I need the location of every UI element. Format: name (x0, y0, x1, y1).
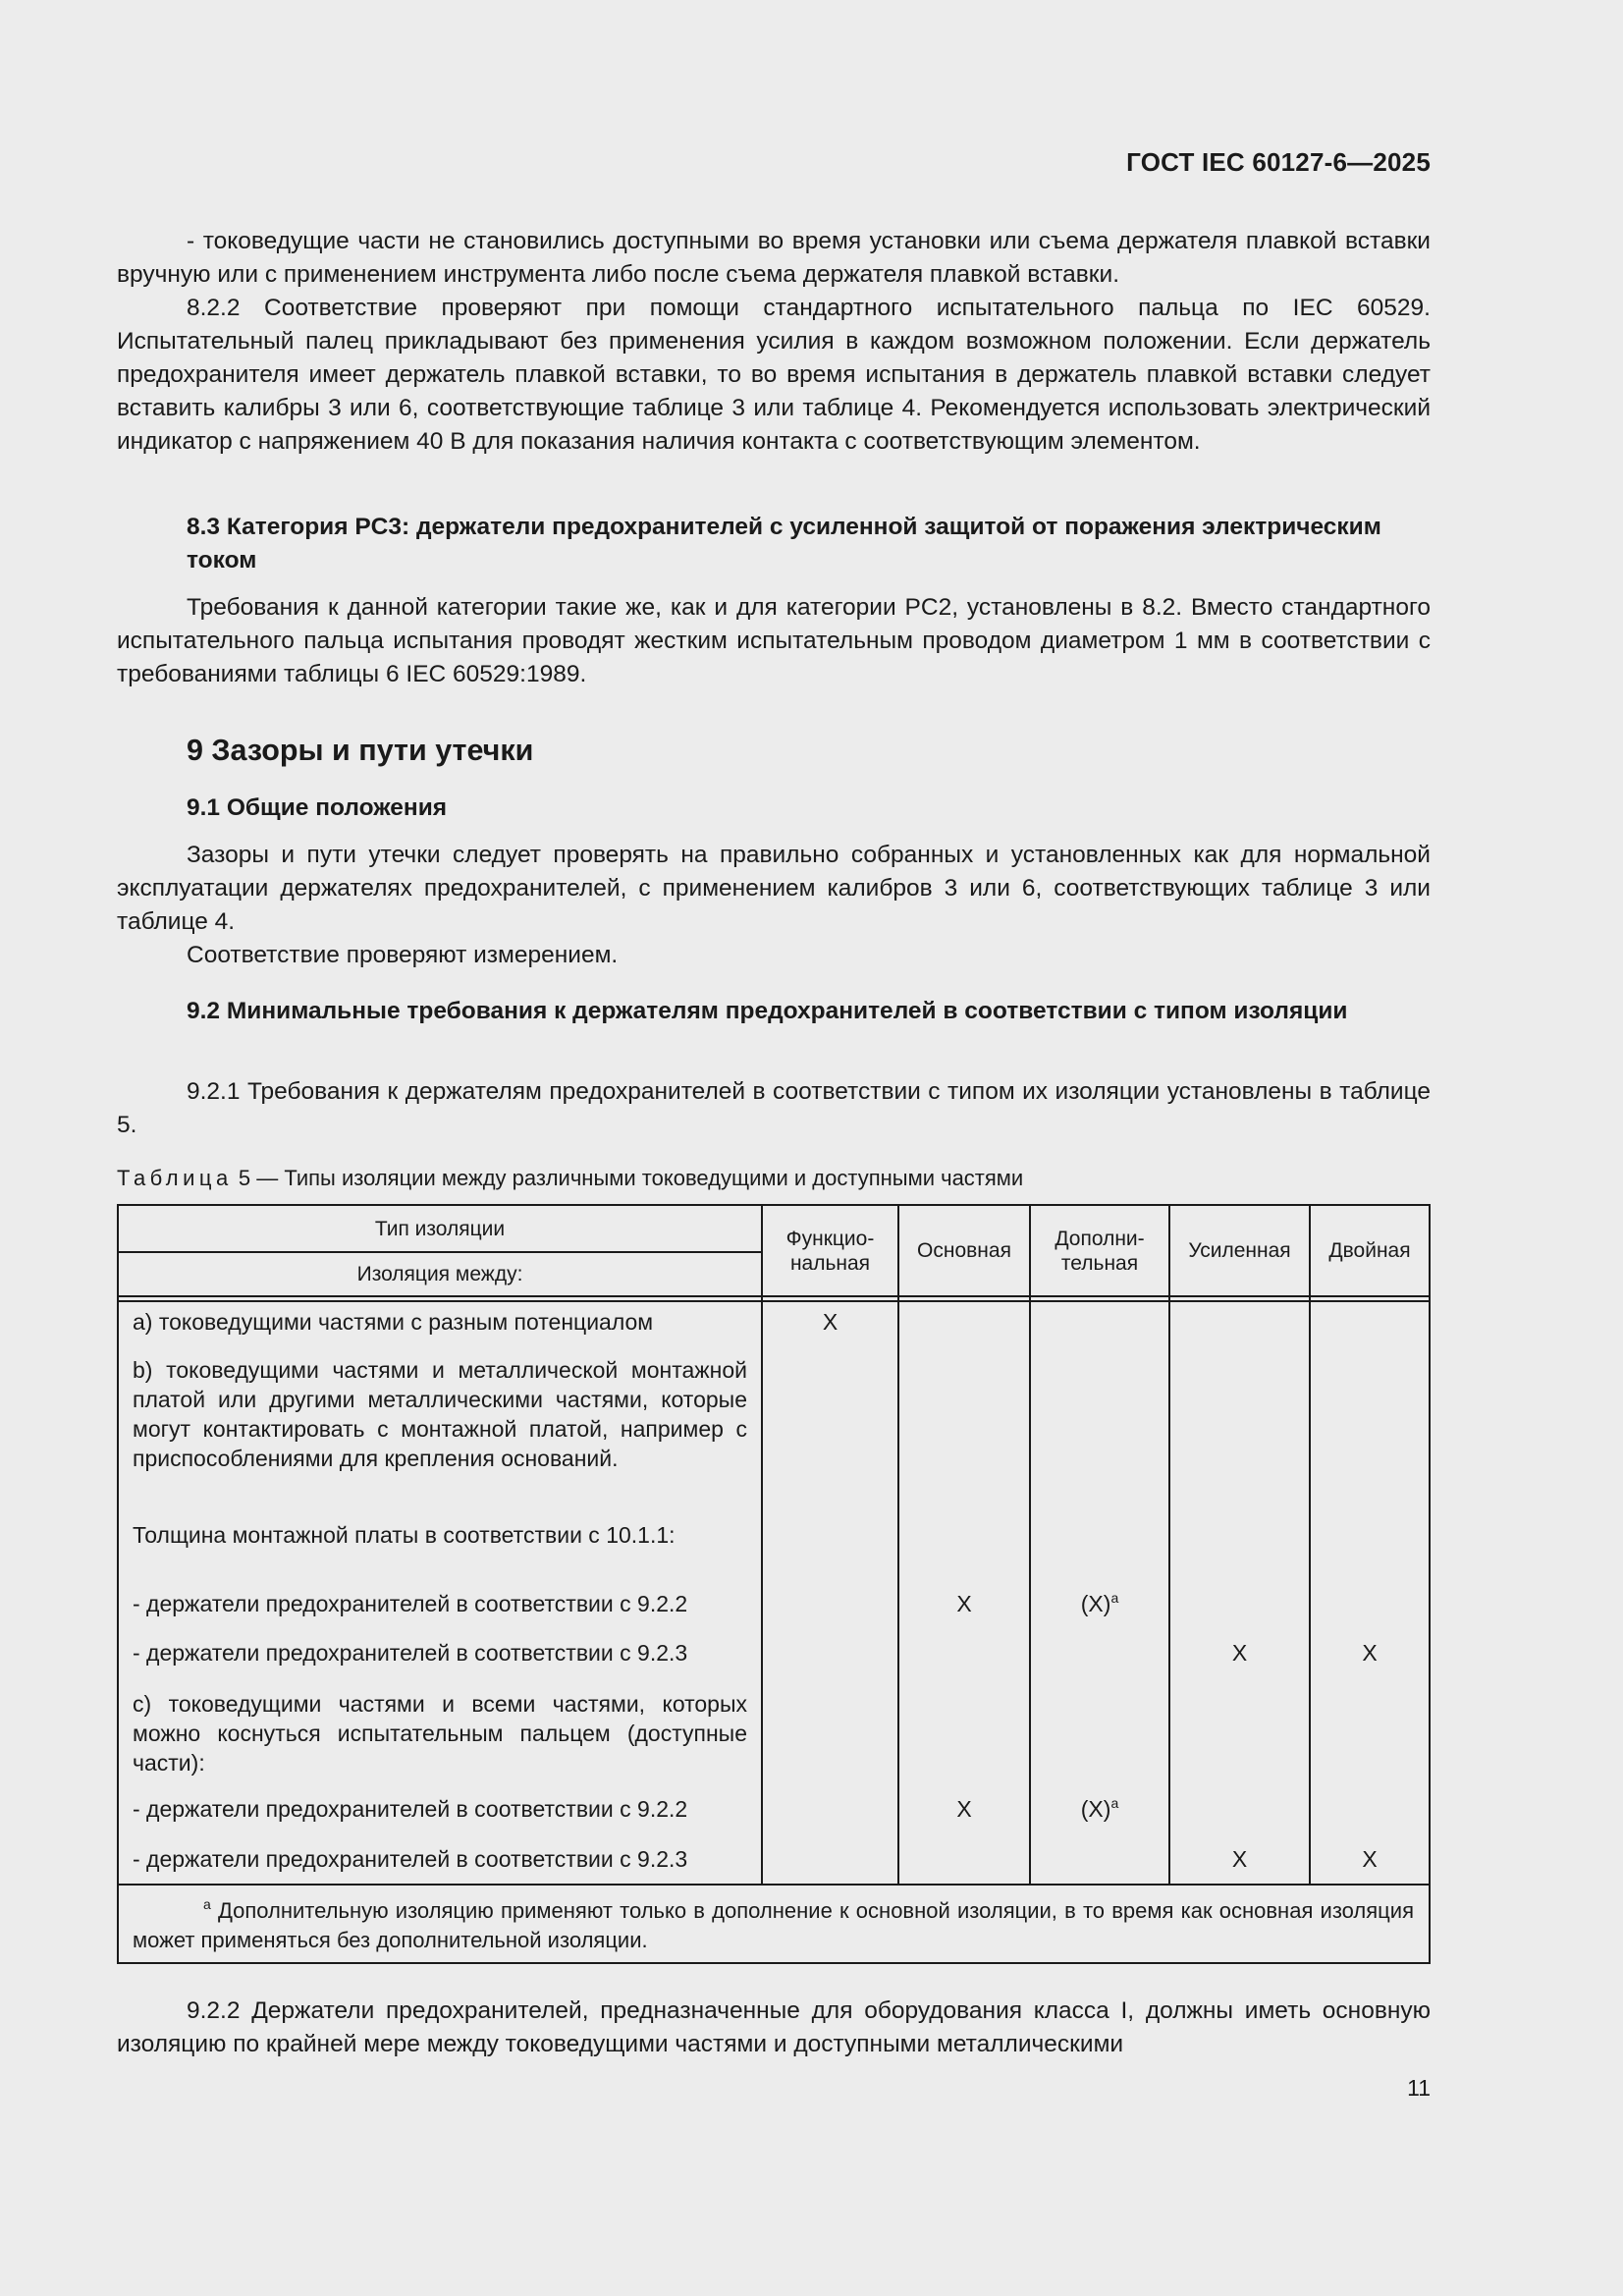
paragraph-9-2-2: 9.2.2 Держатели предохранителей, предназначенные для оборудования класса I, должны иметь основную изоляцию по крайней мере между токоведущими частями и доступными металлическими (117, 1997, 1431, 2057)
row-thickness-label: Толщина монтажной платы в соответствии с 10.1.1: (133, 1522, 676, 1548)
paragraph-8-2-2: 8.2.2 Соответствие проверяют при помощи стандартного испытательного пальца по IEC 60529. Испытательный палец прикладывают без применения усилия в каждом возможном положении. Если держатель предохранителя имеет держатель плавкой вставки, то во время испытания в держатель плавкой вставки следует вставить калибры 3 или 6, соответствующие таблице 3 или таблице 4. Рекомендуется использовать электрический индикатор с напряжением 40 В для показания наличия контакта с соответствующим элементом. (117, 295, 1431, 455)
heading-9-1: 9.1 Общие положения (187, 794, 448, 821)
column-header-functional: Функциональная (785, 1227, 875, 1275)
mark-b2-double: X (1362, 1640, 1378, 1666)
mark-c1-supplementary: $(X)^a$ (1080, 1795, 1119, 1822)
paragraph-compliance: Соответствие проверяют измерением. (187, 942, 619, 968)
row-b1-label: - держатели предохранителей в соответствии с 9.2.2 (133, 1591, 688, 1616)
paragraph-pc3: Требования к данной категории такие же, как и для категории PC2, установлены в 8.2. Вместо стандартного испытательного пальца испытания проводят жестким испытательным проводом диаметром 1 мм в соответствии с требованиями таблицы 6 IEC 60529:1989. (117, 594, 1431, 687)
mark-b1-basic: X (956, 1591, 972, 1616)
paragraph-live-parts: - токоведущие части не становились доступными во время установки или съема держателя плавкой вставки вручную или с применением инструмента либо после съема держателя плавкой вставки. (117, 228, 1431, 288)
insulation-table (117, 1204, 1431, 1964)
column-header-basic: Основная (917, 1239, 1011, 1262)
standard-code-header: ГОСТ IEC 60127-6—2025 (1126, 147, 1431, 177)
heading-8-3: 8.3 Категория PC3: держатели предохранителей с усиленной защитой от поражения электрическим током (187, 514, 1381, 574)
row-c1-label: - держатели предохранителей в соответствии с 9.2.2 (133, 1796, 688, 1822)
column-header-reinforced: Усиленная (1188, 1239, 1291, 1262)
heading-9-2: 9.2 Минимальные требования к держателям предохранителей в соответствии с типом изоляции (187, 998, 1348, 1024)
mark-a-functional: X (822, 1309, 839, 1335)
row-a-label: a) токоведущими частями с разным потенциалом (133, 1309, 654, 1335)
row-b2-label: - держатели предохранителей в соответствии с 9.2.3 (133, 1640, 688, 1666)
row-c2-label: - держатели предохранителей в соответствии с 9.2.3 (133, 1846, 688, 1872)
footnote-marker: a (203, 1896, 211, 1912)
mark-b2-reinforced: X (1231, 1640, 1248, 1666)
mark-c1-basic: X (956, 1796, 972, 1822)
mark-b1-supplementary: $(X)^a$ (1080, 1590, 1119, 1616)
footnote-text: Дополнительную изоляцию применяют только в дополнение к основной изоляции, в то время как основная изоляция может применяться без дополнительной изоляции. (133, 1898, 1414, 1952)
mark-c2-double: X (1362, 1846, 1378, 1872)
heading-section-9: 9 Зазоры и пути утечки (187, 734, 534, 767)
table-caption (117, 1164, 1023, 1193)
page-number: 11 (1407, 2075, 1431, 2101)
column-header-supplementary: Дополнительная (1055, 1227, 1145, 1275)
row-b-label: b) токоведущими частями и металлической монтажной платой или другими металлическими частями, которые могут контактировать с монтажной платой, например с приспособлениями для крепления оснований. (133, 1357, 747, 1471)
column-header-double: Двойная (1328, 1239, 1411, 1262)
paragraph-9-2-1: 9.2.1 Требования к держателям предохранителей в соответствии с типом их изоляции установлены в таблице 5. (117, 1078, 1431, 1138)
header-insulation-between: Изоляция между: (356, 1263, 523, 1285)
table-footnote (133, 1896, 1414, 1955)
table-caption-word: Таблица (117, 1166, 233, 1190)
header-insulation-type: Тип изоляции (374, 1217, 506, 1240)
row-c-label: c) токоведущими частями и всеми частями, которых можно коснуться испытательным пальцем (доступные части): (133, 1691, 747, 1776)
table-caption-text: 5 — Типы изоляции между различными токоведущими и доступными частями (238, 1166, 1024, 1190)
mark-c2-reinforced: X (1231, 1846, 1248, 1872)
paragraph-clearances: Зазоры и пути утечки следует проверять на правильно собранных и установленных как для нормальной эксплуатации держателях предохранителей, с применением калибров 3 или 6, соответствующих таблице 3 или таблице 4. (117, 842, 1431, 935)
